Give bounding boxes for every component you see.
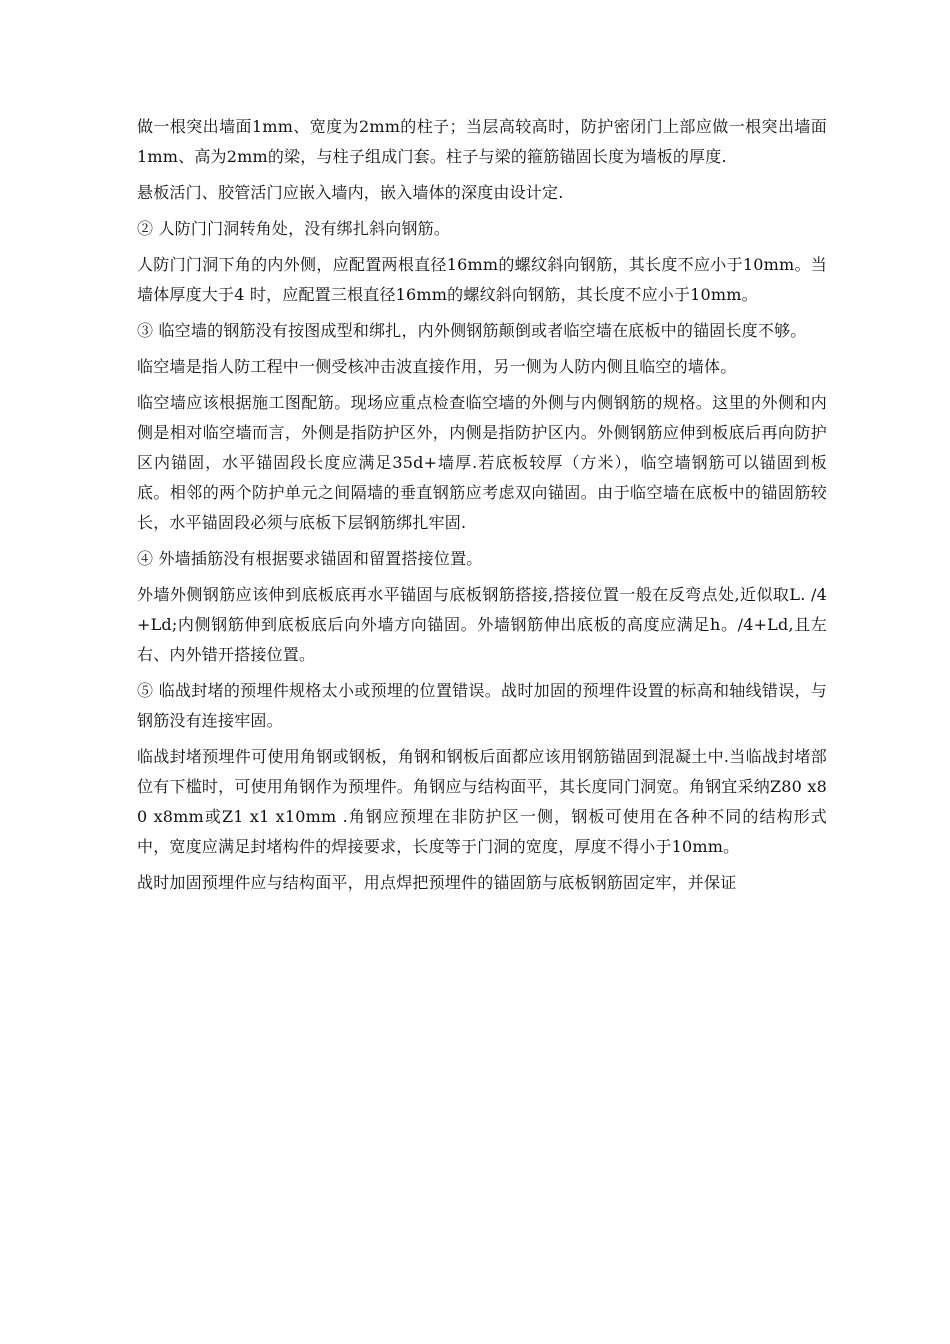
paragraph-embedded-parts: 临战封堵预埋件可使用角钢或钢板，角钢和钢板后面都应该用钢筋锚固到混凝土中.当临战封堵部位有下槛时，可使用角钢作为预埋件。角钢应与结构面平，其长度同门洞宽。角钢宜采纳Z80 x80 x8mm或Z1 x1 x10mm .角钢应预埋在非防护区一侧，钢板可使用在各种不同的结构形式中，宽度应满足封堵构件的焊接要求，长度等于门洞的宽度，厚度不得小于10mm。	[137, 747, 827, 856]
paragraph-wartime-reinforcement: 战时加固预埋件应与结构面平，用点焊把预埋件的锚固筋与底板钢筋固定牢，并保证	[137, 873, 737, 892]
paragraph-valve-embedding: 悬板活门、胶管活门应嵌入墙内，嵌入墙体的深度由设计定.	[137, 183, 564, 202]
paragraph-exposed-wall-reinforcement: 临空墙应该根据施工图配筋。现场应重点检查临空墙的外侧与内侧钢筋的规格。这里的外侧和内侧是相对临空墙而言，外侧是指防护区外，内侧是指防护区内。外侧钢筋应伸到板底后再向防护区内锚固，水平锚固段长度应满足35d+墙厚.若底板较厚（方米），临空墙钢筋可以锚固到板底。相邻的两个防护单元之间隔墙的垂直钢筋应考虑双向锚固。由于临空墙在底板中的锚固筋较长，水平锚固段必须与底板下层钢筋绑扎牢固.	[137, 393, 827, 532]
paragraph-exterior-wall-dowels: 外墙外侧钢筋应该伸到底板底再水平锚固与底板钢筋搭接,搭接位置一般在反弯点处,近似取L. /4+Ld;内侧钢筋伸到底板底后向外墙方向锚固。外墙钢筋伸出底板的高度应满足h。/4+Ld,且左右、内外错开搭接位置。	[137, 585, 827, 664]
issue-heading-2: ② 人防门门洞转角处，没有绑扎斜向钢筋。	[137, 219, 451, 238]
issue-heading-4: ④ 外墙插筋没有根据要求锚固和留置搭接位置。	[137, 549, 483, 568]
issue-heading-3: ③ 临空墙的钢筋没有按图成型和绑扎，内外侧钢筋颠倒或者临空墙在底板中的锚固长度不够。	[137, 321, 807, 340]
document-body	[137, 112, 827, 904]
paragraph-exposed-wall-definition: 临空墙是指人防工程中一侧受核冲击波直接作用，另一侧为人防内侧且临空的墙体。	[137, 357, 737, 376]
issue-heading-5: ⑤ 临战封堵的预埋件规格太小或预埋的位置错误。战时加固的预埋件设置的标高和轴线错误，与钢筋没有连接牢固。	[137, 681, 827, 730]
paragraph-diagonal-rebar: 人防门门洞下角的内外侧，应配置两根直径16mm的螺纹斜向钢筋，其长度不应小于10mm。当墙体厚度大于4 时，应配置三根直径16mm的螺纹斜向钢筋，其长度不应小于10mm。	[137, 255, 827, 304]
paragraph-door-frame-columns: 做一根突出墙面1mm、宽度为2mm的柱子；当层高较高时，防护密闭门上部应做一根突出墙面1mm、高为2mm的梁，与柱子组成门套。柱子与梁的箍筋锚固长度为墙板的厚度.	[137, 117, 827, 166]
